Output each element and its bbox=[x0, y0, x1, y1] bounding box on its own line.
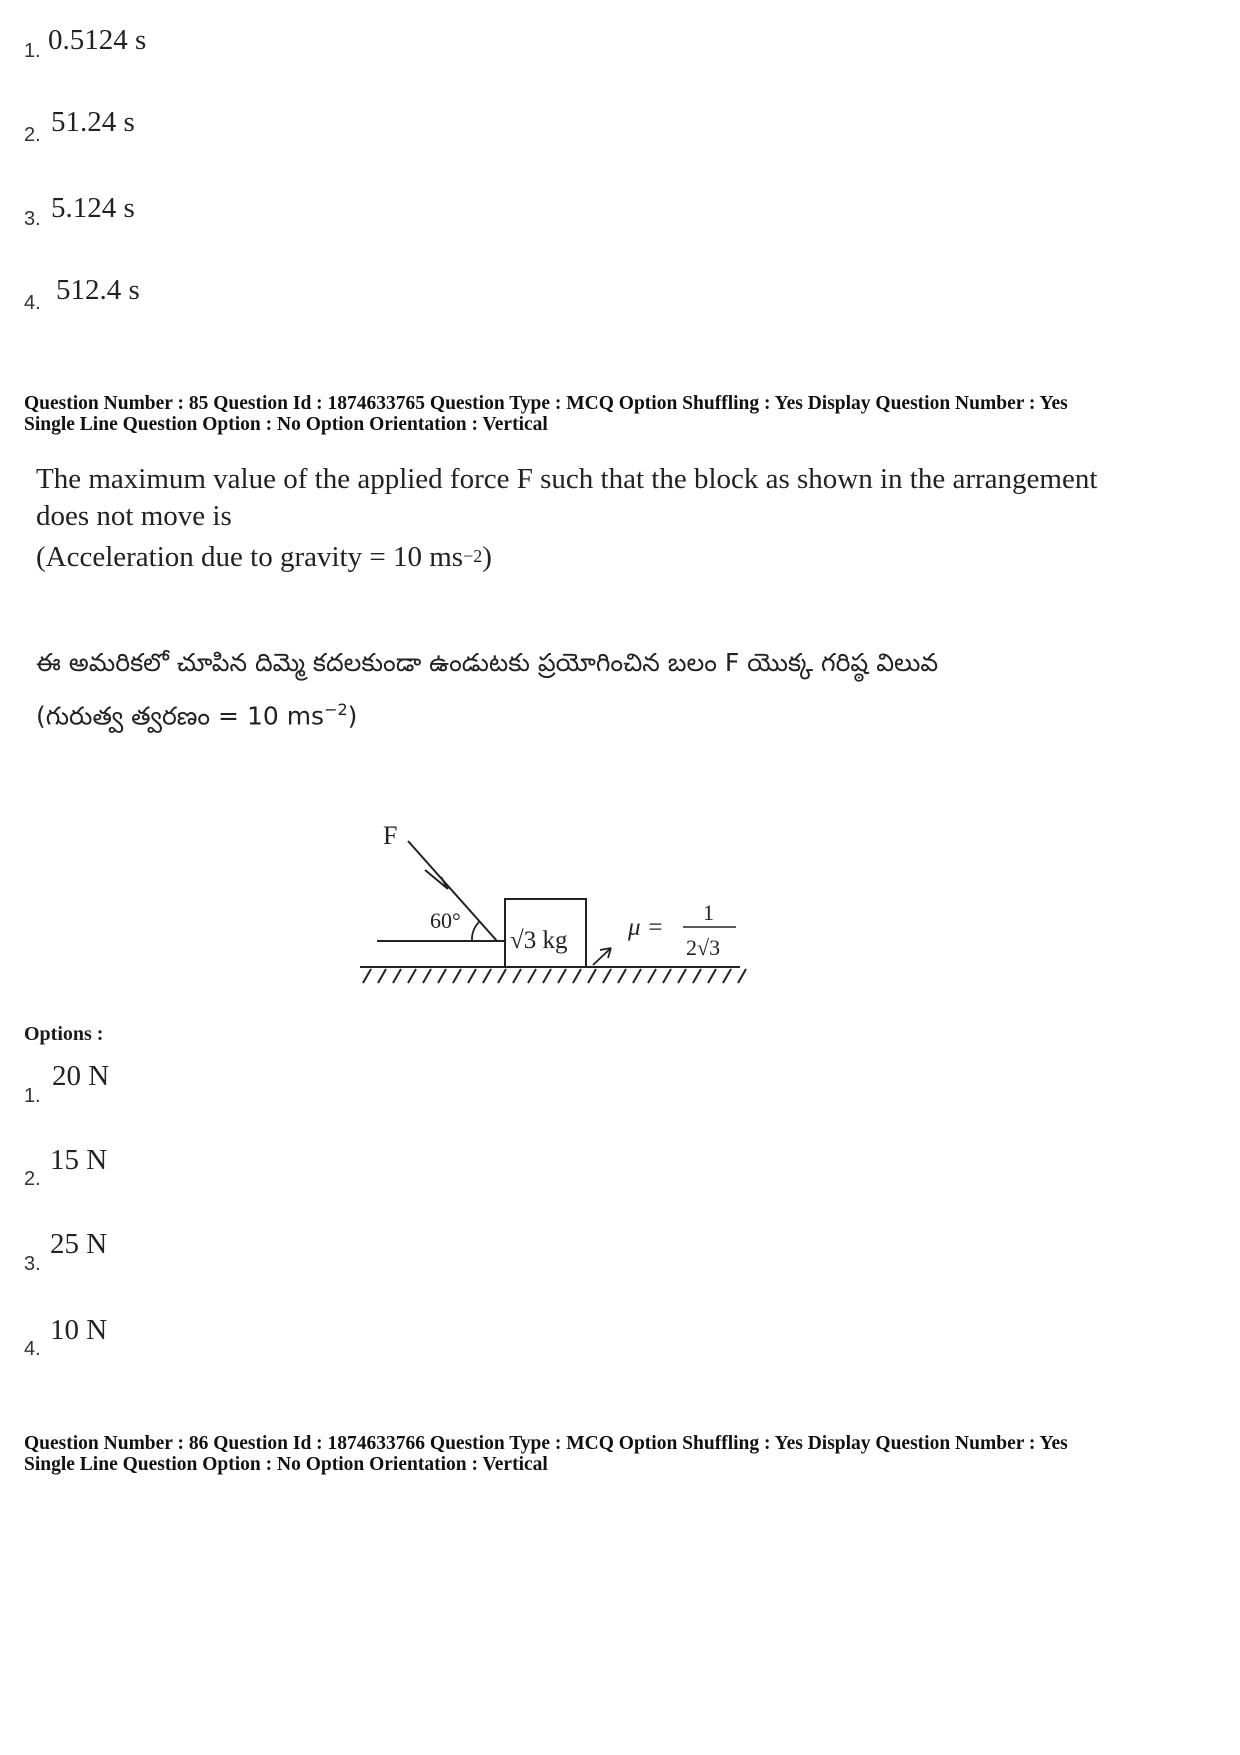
question-86-meta bbox=[24, 1433, 1068, 1475]
hatch-mark bbox=[543, 969, 551, 983]
option-number: 2. bbox=[24, 1168, 41, 1190]
option-value: 25 N bbox=[50, 1228, 108, 1260]
mass-label: √3 kg bbox=[510, 927, 568, 954]
option-number: 3. bbox=[24, 1253, 41, 1275]
hatch-mark bbox=[483, 969, 491, 983]
hatch-mark bbox=[588, 969, 596, 983]
option-number: 4. bbox=[24, 292, 41, 314]
angle-label: 60° bbox=[430, 908, 461, 933]
question-85-meta bbox=[24, 393, 1068, 435]
hatch-mark bbox=[363, 969, 371, 983]
meta-line-2: Single Line Question Option : No Option Orientation : Vertical bbox=[24, 1454, 548, 1475]
hatch-mark bbox=[678, 969, 686, 983]
option-number: 2. bbox=[24, 124, 41, 146]
option-value: 51.24 s bbox=[51, 106, 135, 138]
hatch-mark bbox=[723, 969, 731, 983]
option-value: 10 N bbox=[50, 1314, 108, 1346]
hatch-mark bbox=[708, 969, 716, 983]
hatch-mark bbox=[513, 969, 521, 983]
option-value: 5.124 s bbox=[51, 192, 135, 224]
question-85-telugu-line-2 bbox=[36, 700, 357, 737]
option-value: 15 N bbox=[50, 1144, 108, 1176]
hatch-mark bbox=[378, 969, 386, 983]
hatch-mark bbox=[693, 969, 701, 983]
english-line-1: The maximum value of the applied force F such that the block as shown in the arrangement bbox=[36, 463, 1098, 495]
option-number: 3. bbox=[24, 208, 41, 230]
option-number: 1. bbox=[24, 40, 41, 62]
hatch-mark bbox=[453, 969, 461, 983]
mu-numerator: 1 bbox=[703, 900, 714, 925]
english-line-3-close: ) bbox=[482, 541, 492, 573]
meta-line-2: Single Line Question Option : No Option Orientation : Vertical bbox=[24, 414, 548, 435]
option-number: 1. bbox=[24, 1085, 41, 1107]
english-line-2: does not move is bbox=[36, 500, 232, 532]
option-value: 512.4 s bbox=[56, 274, 140, 306]
hatch-mark bbox=[438, 969, 446, 983]
block-force-diagram bbox=[355, 815, 755, 1000]
telugu-line-2-text: (గురుత్వ త్వరణం = 10 ms bbox=[36, 701, 325, 731]
meta-line-1: Question Number : 85 Question Id : 1874633765 Question Type : MCQ Option Shuffling : Yes Display Question Number : Yes bbox=[24, 393, 1068, 414]
mu-denominator: 2√3 bbox=[686, 935, 721, 960]
hatch-mark bbox=[663, 969, 671, 983]
english-line-3 bbox=[36, 539, 1176, 579]
meta-line-1: Question Number : 86 Question Id : 1874633766 Question Type : MCQ Option Shuffling : Yes Display Question Number : Yes bbox=[24, 1433, 1068, 1454]
surface-pointer-arrow bbox=[593, 948, 611, 965]
mu-label: μ = bbox=[628, 914, 664, 941]
hatch-mark bbox=[633, 969, 641, 983]
hatch-mark bbox=[738, 969, 746, 983]
telugu-line-2-close: ) bbox=[347, 701, 358, 731]
question-85-english bbox=[36, 461, 1176, 579]
hatch-mark bbox=[603, 969, 611, 983]
ground-hatching bbox=[363, 969, 746, 983]
hatch-mark bbox=[573, 969, 581, 983]
angle-arc bbox=[472, 921, 480, 941]
exponent: −2 bbox=[463, 546, 483, 566]
english-line-3-text: (Acceleration due to gravity = 10 ms bbox=[36, 541, 464, 573]
hatch-mark bbox=[498, 969, 506, 983]
force-label: F bbox=[383, 821, 398, 850]
hatch-mark bbox=[393, 969, 401, 983]
hatch-mark bbox=[408, 969, 416, 983]
hatch-mark bbox=[468, 969, 476, 983]
hatch-mark bbox=[618, 969, 626, 983]
option-value: 0.5124 s bbox=[48, 24, 147, 56]
hatch-mark bbox=[558, 969, 566, 983]
hatch-mark bbox=[423, 969, 431, 983]
option-number: 4. bbox=[24, 1338, 41, 1360]
question-85-telugu-line-1: ఈ అమరికలో చూపిన దిమ్మె కదలకుండా ఉండుటకు ప్రయోగించిన బలం F యొక్క గరిష్ఠ విలువ bbox=[36, 648, 939, 677]
hatch-mark bbox=[648, 969, 656, 983]
exponent: −2 bbox=[324, 700, 348, 719]
hatch-mark bbox=[528, 969, 536, 983]
option-value: 20 N bbox=[52, 1060, 110, 1092]
options-label: Options : bbox=[24, 1023, 104, 1045]
